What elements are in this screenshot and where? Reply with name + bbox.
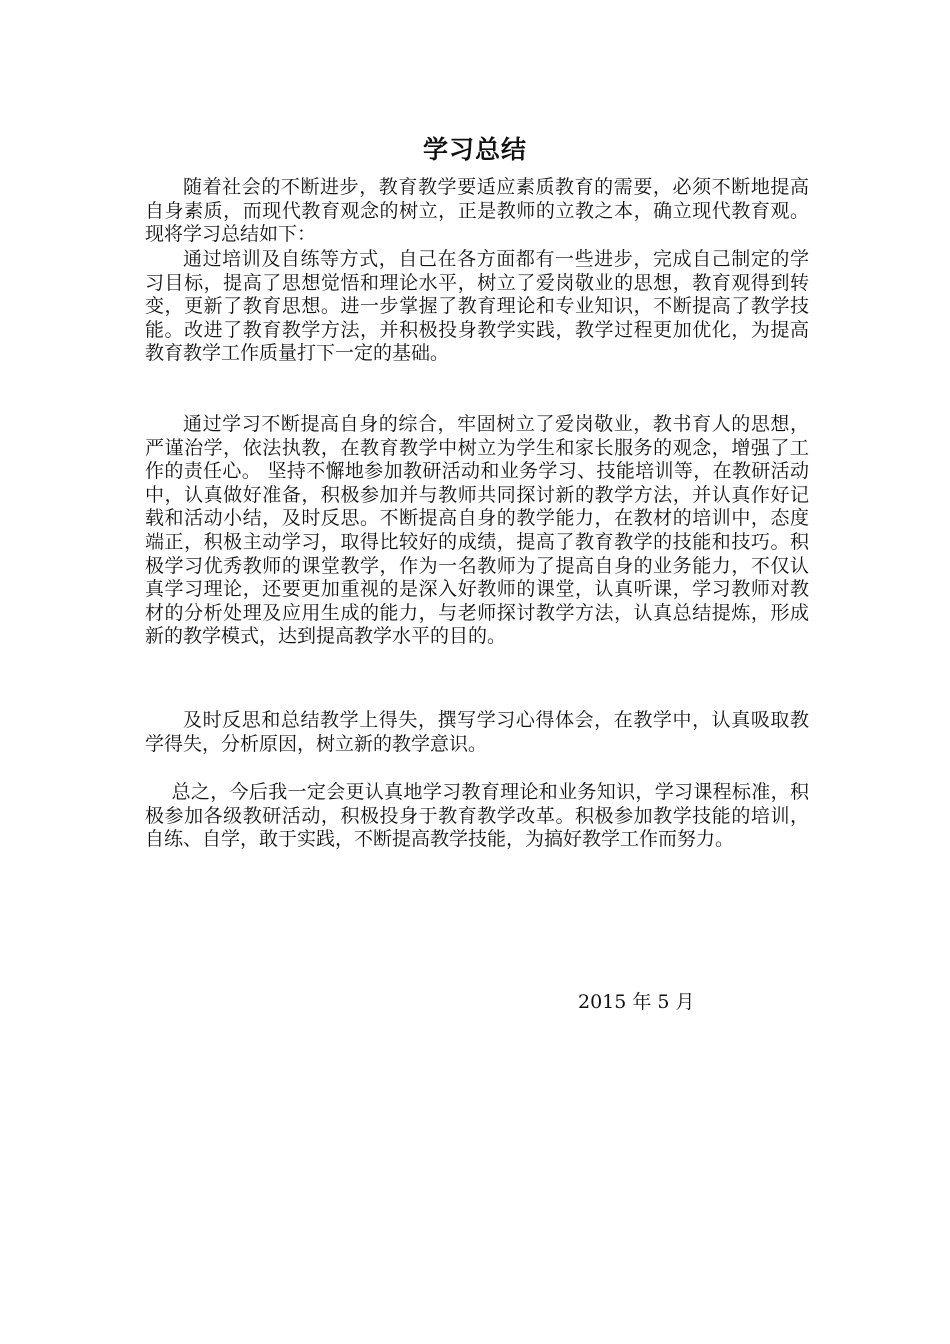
paragraph-conclusion (145, 781, 809, 852)
paragraph-text: 随着社会的不断进步，教育教学要适应素质教育的需要，必须不断地提高自身素质，而现代教育观念的树立，正是教师的立教之本，确立现代教育观。 现将学习总结如下： (145, 176, 809, 246)
document-title: 学习总结 (422, 135, 527, 164)
paragraph-reflection (145, 709, 809, 756)
paragraph-training (145, 248, 809, 366)
paragraph-text: 总之，今后我一定会更认真地学习教育理论和业务知识，学习课程标准，积极参加各级教研活动，积极投身于教育教学改革。积极参加教学技能的培训，自练、自学，敢于实践，不断提高教学技能，为搞好教学工作而努力。 (145, 781, 809, 851)
paragraph-intro (145, 176, 809, 247)
paragraph-text: 通过学习不断提高自身的综合，牢固树立了爱岗敬业，教书育人的思想，严谨治学，依法执教，在教育教学中树立为学生和家长服务的观念，增强了工作的责任心。 坚持不懈地参加教研活动和业务学习、技能培训等，在教研活动中，认真做好准备，积极参加并与教师共同探讨新的教学方法，并认真作好记载和活动小结，及时反思。不断提高自身的教学能力，在教材的培训中，态度端正，积极主动学习，取得比较好的成绩，提高了教育教学的技能和技巧。积极学习优秀教师的课堂教学，作为一名教师为了提高自身的业务能力，不仅认真学习理论，还要更加重视的是深入好教师的课堂，认真听课，学习教师对教材的分析处理及应用生成的能力，与老师探讨教学方法，认真总结提炼，形成新的教学模式，达到提高教学水平的目的。 (145, 413, 809, 648)
paragraph-study (145, 413, 809, 649)
paragraph-text: 及时反思和总结教学上得失，撰写学习心得体会，在教学中，认真吸取教学得失，分析原因，树立新的教学意识。 (145, 709, 809, 755)
document-date: 2015 年 5 月 (578, 991, 695, 1013)
paragraph-text: 通过培训及自练等方式，自己在各方面都有一些进步，完成自己制定的学习目标，提高了思想觉悟和理论水平，树立了爱岗敬业的思想，教育观得到转变，更新了教育思想。进一步掌握了教育理论和专业知识，不断提高了教学技能。改进了教育教学方法，并积极投身教学实践，教学过程更加优化，为提高教育教学工作质量打下一定的基础。 (145, 248, 809, 365)
